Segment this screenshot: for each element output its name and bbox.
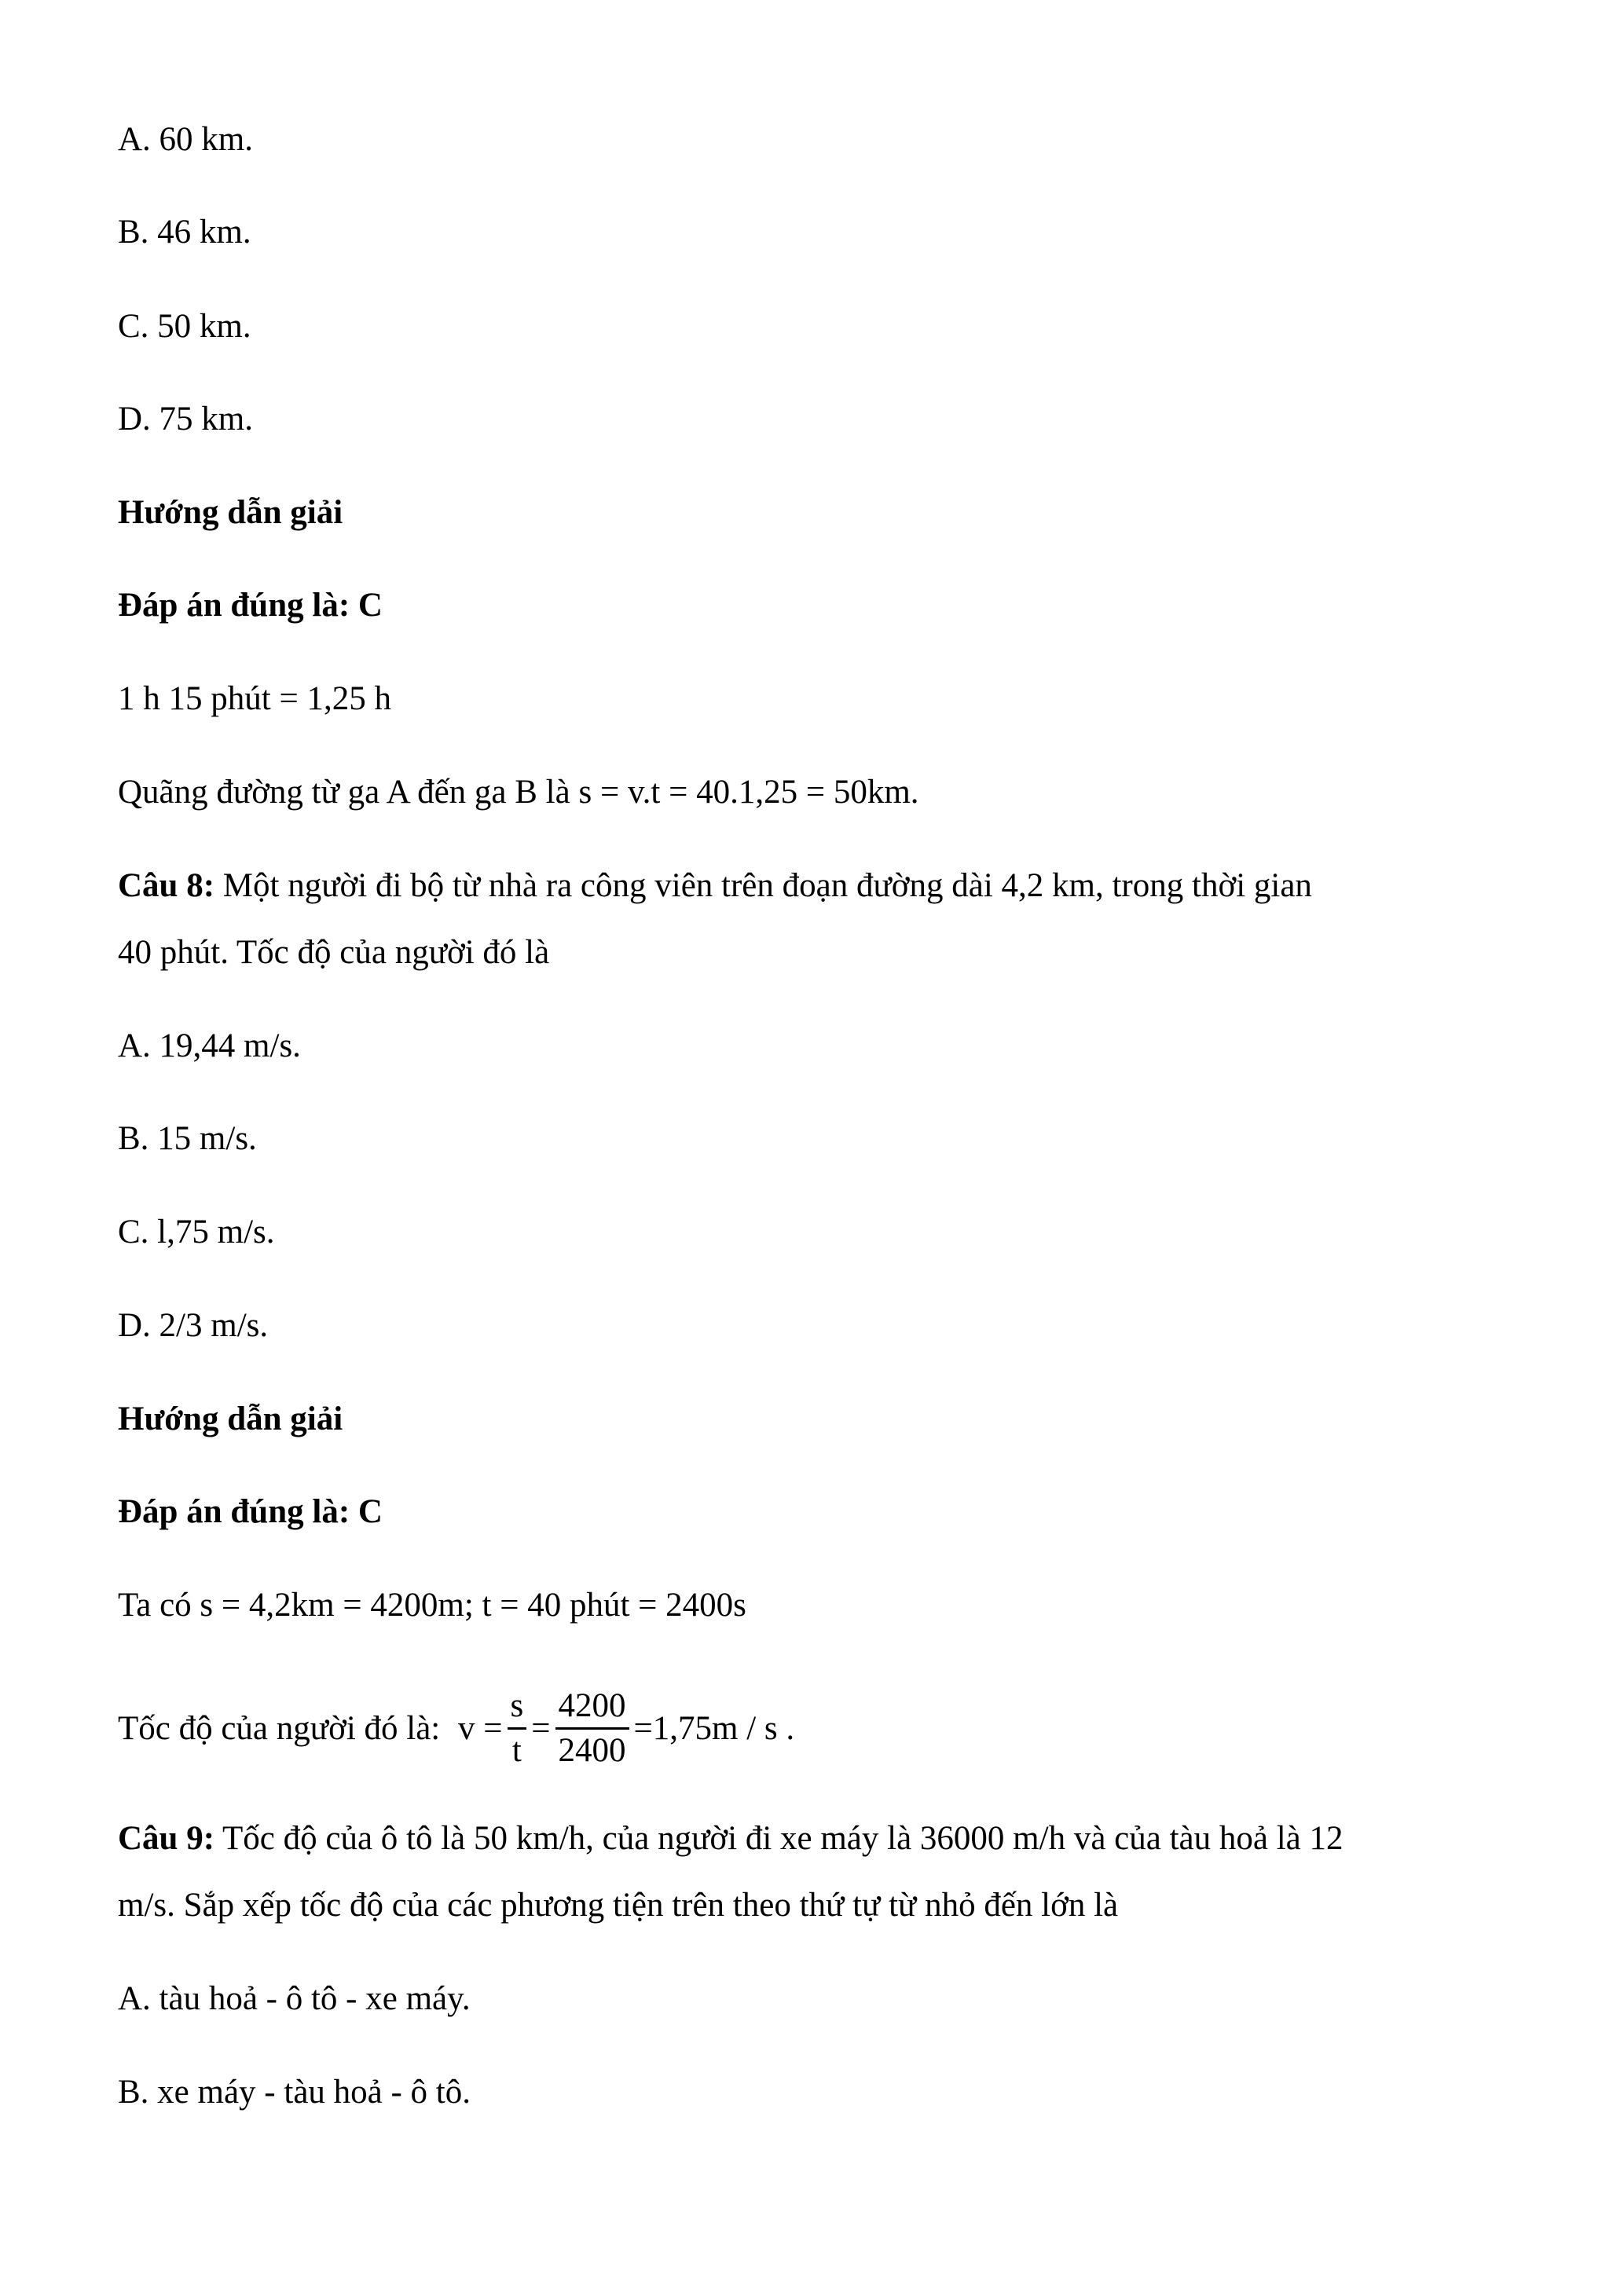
fraction-numerator-s: s: [508, 1686, 527, 1729]
q8-label: Câu 8:: [118, 867, 215, 904]
q7-answer: Đáp án đúng là: C: [118, 587, 383, 624]
q9-text-1: Tốc độ của ô tô là 50 km/h, của người đi xe máy là 36000 m/h và của tàu hoả là 12: [214, 1820, 1344, 1857]
q9-question-line-2: m/s. Sắp xếp tốc độ của các phương tiện trên theo thứ tự từ nhỏ đến lớn là: [118, 1887, 1119, 1924]
q7-option-a: A. 60 km.: [118, 121, 253, 158]
q8-text-1: Một người đi bộ từ nhà ra công viên trên đoạn đường dài 4,2 km, trong thời gian: [214, 867, 1312, 904]
q8-question-line-2: 40 phút. Tốc độ của người đó là: [118, 934, 550, 971]
q7-option-d: D. 75 km.: [118, 401, 253, 438]
fraction-denominator-t: t: [511, 1731, 522, 1769]
fraction-4200-over-2400: [555, 1686, 629, 1770]
fraction-denominator-2400: 2400: [558, 1731, 626, 1769]
formula-equals: =: [531, 1709, 551, 1747]
q8-speed-formula: [118, 1677, 794, 1779]
q7-guide-title: Hướng dẫn giải: [118, 494, 343, 531]
q8-answer: Đáp án đúng là: C: [118, 1493, 383, 1530]
q8-question-line-1: [118, 866, 1522, 906]
q7-step-2: Quãng đường từ ga A đến ga B là s = v.t = 40.1,25 = 50km.: [118, 774, 919, 811]
q7-option-b: B. 46 km.: [118, 214, 251, 251]
q8-option-d: D. 2/3 m/s.: [118, 1307, 269, 1344]
formula-lhs: v =: [458, 1709, 503, 1747]
q8-step-1: Ta có s = 4,2km = 4200m; t = 40 phút = 2400s: [118, 1587, 746, 1624]
q9-question-line-1: [118, 1818, 1522, 1859]
q7-option-c: C. 50 km.: [118, 308, 251, 345]
q8-option-b: B. 15 m/s.: [118, 1120, 257, 1157]
fraction-s-over-t: [508, 1686, 527, 1770]
q7-step-1: 1 h 15 phút = 1,25 h: [118, 680, 391, 717]
q9-option-b: B. xe máy - tàu hoả - ô tô.: [118, 2074, 471, 2111]
q8-option-c: C. l,75 m/s.: [118, 1214, 275, 1251]
formula-prefix: Tốc độ của người đó là:: [118, 1709, 449, 1747]
formula-result: =1,75m / s .: [633, 1709, 795, 1747]
q9-label: Câu 9:: [118, 1820, 215, 1857]
q9-option-a: A. tàu hoả - ô tô - xe máy.: [118, 1980, 471, 2017]
q8-option-a: A. 19,44 m/s.: [118, 1027, 301, 1064]
fraction-numerator-4200: 4200: [555, 1686, 629, 1729]
q8-guide-title: Hướng dẫn giải: [118, 1401, 343, 1437]
